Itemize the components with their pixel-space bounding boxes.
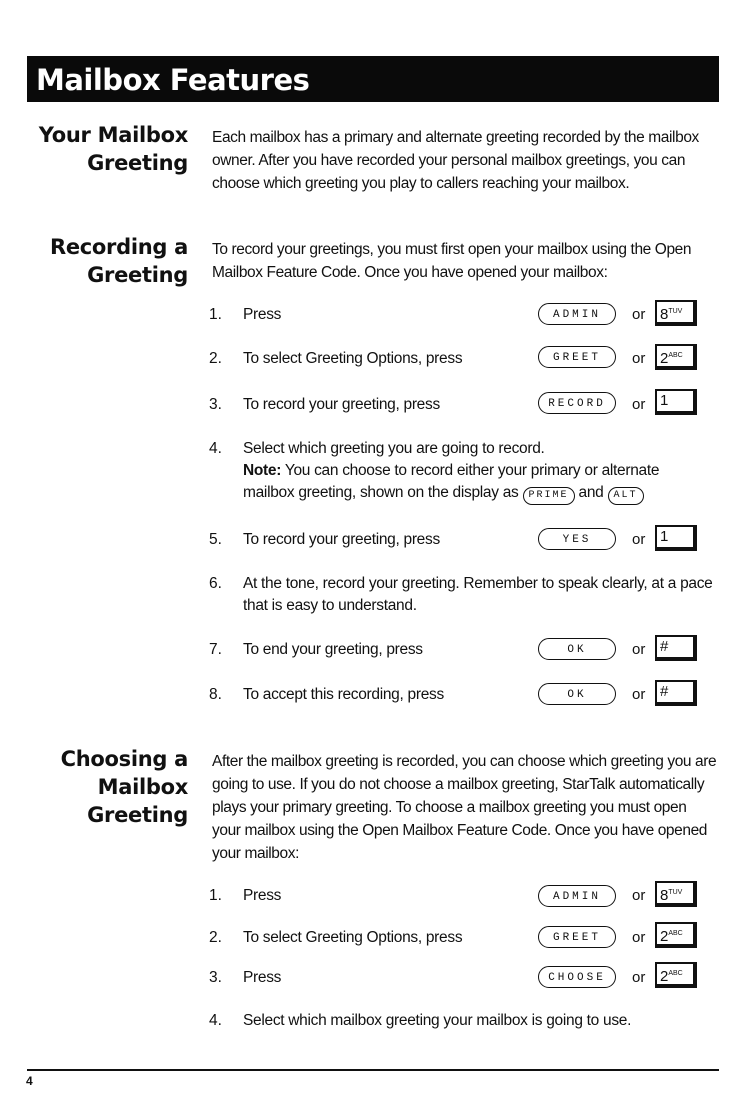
- step-text: To accept this recording, press: [243, 686, 444, 703]
- step-number: 5.: [209, 531, 222, 548]
- step-number: 1.: [209, 887, 222, 904]
- keypad-key-8: [655, 300, 697, 326]
- footer-rule: [27, 1069, 719, 1071]
- or-text: or: [632, 686, 646, 703]
- or-text: or: [632, 306, 646, 323]
- greet-softkey: GREET: [538, 926, 616, 948]
- heading-line: Mailbox: [97, 775, 188, 799]
- keypad-key-hash: [655, 680, 697, 706]
- step-text: To record your greeting, press: [243, 396, 440, 413]
- step-number: 6.: [209, 575, 222, 592]
- step-text: Select which greeting you are going to record.: [243, 440, 545, 457]
- heading-line: Recording a: [49, 235, 188, 259]
- choose-softkey: CHOOSE: [538, 966, 616, 988]
- or-text: or: [632, 929, 646, 946]
- choosing-paragraph: After the mailbox greeting is recorded, you can choose which greeting you are going to use. If you do not choose a mailbox greeting, StarTalk automatically plays your primary greeting. To choose a mailbox greeting you must open your mailbox using the Open Mailbox Feature Code. Once you have opened your mailbox:: [212, 753, 717, 862]
- key-letters: ABC: [668, 970, 683, 977]
- key-digit: 1: [660, 528, 669, 545]
- keypad-key-2: [655, 922, 697, 948]
- step-number: 8.: [209, 686, 222, 703]
- admin-softkey: ADMIN: [538, 885, 616, 907]
- step-number: 7.: [209, 641, 222, 658]
- keypad-key-2: [655, 962, 697, 988]
- key-digit: 8: [660, 887, 669, 904]
- keypad-key-8: [655, 881, 697, 907]
- or-text: or: [632, 350, 646, 367]
- step-number: 2.: [209, 929, 222, 946]
- key-digit: #: [660, 638, 669, 655]
- step-text: To end your greeting, press: [243, 641, 423, 658]
- step-text: Press: [243, 306, 282, 323]
- step-text: To select Greeting Options, press: [243, 929, 463, 946]
- heading-line: Greeting: [87, 151, 188, 175]
- or-text: or: [632, 969, 646, 986]
- page-number: 4: [26, 1074, 33, 1088]
- admin-softkey: ADMIN: [538, 303, 616, 325]
- heading-line: Choosing a: [60, 747, 188, 771]
- page-title: Mailbox Features: [36, 63, 310, 97]
- heading-line: Greeting: [87, 263, 188, 287]
- key-letters: ABC: [668, 352, 683, 359]
- key-digit: 1: [660, 392, 669, 409]
- greet-softkey: GREET: [538, 346, 616, 368]
- key-digit: 8: [660, 306, 669, 323]
- ok-softkey: OK: [538, 638, 616, 660]
- key-digit: #: [660, 683, 669, 700]
- step-text: Press: [243, 969, 282, 986]
- or-text: or: [632, 396, 646, 413]
- step-number: 4.: [209, 440, 222, 457]
- step-number: 3.: [209, 396, 222, 413]
- key-letters: TUV: [668, 889, 683, 896]
- ok-softkey: OK: [538, 683, 616, 705]
- key-digit: 2: [660, 350, 669, 367]
- prime-softkey: PRIME: [523, 487, 575, 505]
- note-and: and: [578, 484, 604, 501]
- heading-line: Your Mailbox: [38, 123, 188, 147]
- step-text: To record your greeting, press: [243, 531, 440, 548]
- step-number: 4.: [209, 1012, 222, 1029]
- yes-softkey: YES: [538, 528, 616, 550]
- step-number: 1.: [209, 306, 222, 323]
- step-number: 2.: [209, 350, 222, 367]
- key-letters: TUV: [668, 308, 683, 315]
- section-heading-recording: [50, 233, 188, 289]
- note-text: You can choose to record either your primary or alternate mailbox greeting, shown on the display as: [243, 462, 660, 501]
- or-text: or: [632, 531, 646, 548]
- or-text: or: [632, 887, 646, 904]
- heading-line: Greeting: [87, 803, 188, 827]
- record-softkey: RECORD: [538, 392, 616, 414]
- step-number: 3.: [209, 969, 222, 986]
- step-text: Press: [243, 887, 282, 904]
- step-text: To select Greeting Options, press: [243, 350, 463, 367]
- or-text: or: [632, 641, 646, 658]
- note-label: Note:: [243, 462, 282, 479]
- keypad-key-1: [655, 389, 697, 415]
- key-digit: 2: [660, 928, 669, 945]
- your-greeting-paragraph: Each mailbox has a primary and alternate greeting recorded by the mailbox owner. After you have recorded your personal mailbox greetings, you can choose which greeting you play to callers reaching your mailbox.: [212, 129, 699, 192]
- step-text: At the tone, record your greeting. Remember to speak clearly, at a pace that is easy to understand.: [243, 575, 713, 614]
- keypad-key-hash: [655, 635, 697, 661]
- alt-softkey: ALT: [608, 487, 644, 505]
- step-note: [243, 460, 713, 505]
- section-heading-your-greeting: [39, 121, 188, 177]
- section-heading-choosing: [61, 745, 188, 829]
- step-text: Select which mailbox greeting your mailbox is going to use.: [243, 1012, 632, 1029]
- keypad-key-1: [655, 525, 697, 551]
- key-digit: 2: [660, 968, 669, 985]
- recording-paragraph: To record your greetings, you must first open your mailbox using the Open Mailbox Feature Code. Once you have opened your mailbox:: [212, 241, 692, 281]
- keypad-key-2: [655, 344, 697, 370]
- key-letters: ABC: [668, 930, 683, 937]
